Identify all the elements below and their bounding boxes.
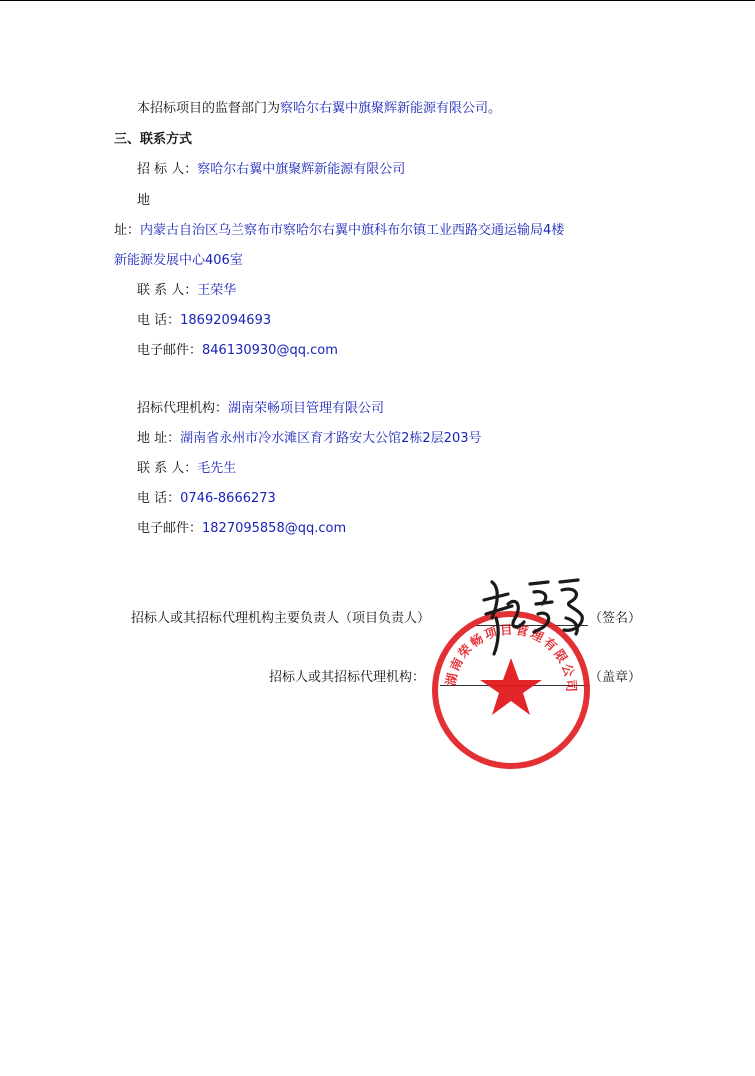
tenderer-email-label: 电子邮件： (137, 343, 203, 358)
agency-contact-row (137, 460, 236, 478)
agency-name-row (137, 400, 384, 418)
tenderer-contact: 王荣华 (197, 283, 237, 298)
agency-address: 湖南省永州市冷水滩区育才路安大公馆2栋2层203号 (180, 431, 482, 446)
agency-email-label: 电子邮件： (137, 521, 203, 536)
supervision-statement (137, 100, 501, 118)
tenderer-name: 察哈尔右翼中旗聚辉新能源有限公司 (197, 162, 406, 177)
section-title: 三、联系方式 (114, 132, 193, 147)
page-top-border (0, 0, 755, 1)
agency-phone-label: 电 话： (137, 491, 181, 506)
agency-address-row (137, 430, 482, 448)
tenderer-phone-label: 电 话： (137, 313, 181, 328)
agency-contact-label: 联 系 人： (137, 461, 198, 476)
agency-phone-row (137, 490, 276, 508)
tenderer-address-row (114, 222, 564, 240)
tenderer-email-row (137, 342, 338, 360)
agency-name-label: 招标代理机构： (137, 401, 229, 416)
tenderer-contact-row (137, 282, 236, 300)
tenderer-phone: 18692094693 (180, 313, 272, 328)
tenderer-name-label: 招 标 人： (137, 162, 198, 177)
tenderer-address-line1: 内蒙古自治区乌兰察布市察哈尔右翼中旗科布尔镇工业西路交通运输局4楼 (140, 223, 565, 238)
agency-address-label: 地 址： (137, 431, 181, 446)
tenderer-name-row (137, 161, 405, 179)
sign-suffix: （签名） (589, 611, 642, 626)
seal-line-text: 招标人或其招标代理机构： (269, 670, 426, 685)
tenderer-phone-row (137, 312, 271, 330)
sign-line-text: 招标人或其招标代理机构主要负责人（项目负责人） (131, 611, 431, 626)
tenderer-address-label-1: 地 (137, 193, 151, 208)
agency-email[interactable]: 1827095858@qq.com (202, 521, 347, 536)
handwritten-signature (478, 574, 590, 656)
agency-name: 湖南荣畅项目管理有限公司 (228, 401, 385, 416)
supervision-dept: 察哈尔右翼中旗聚辉新能源有限公司 (280, 101, 489, 116)
tenderer-contact-label: 联 系 人： (137, 283, 198, 298)
agency-phone: 0746-8666273 (180, 491, 276, 506)
supervision-prefix: 本招标项目的监督部门为 (137, 101, 281, 116)
seal-suffix: （盖章） (589, 670, 642, 685)
agency-contact: 毛先生 (197, 461, 237, 476)
tenderer-address-line2: 新能源发展中心406室 (114, 253, 243, 268)
supervision-suffix: 。 (488, 101, 502, 116)
tenderer-address-label-2: 址： (114, 223, 141, 238)
svg-text:湖南荣畅项目管理有限公司: 湖南荣畅项目管理有限公司 (442, 621, 580, 695)
tenderer-email[interactable]: 846130930@qq.com (202, 343, 338, 358)
agency-email-row (137, 520, 346, 538)
